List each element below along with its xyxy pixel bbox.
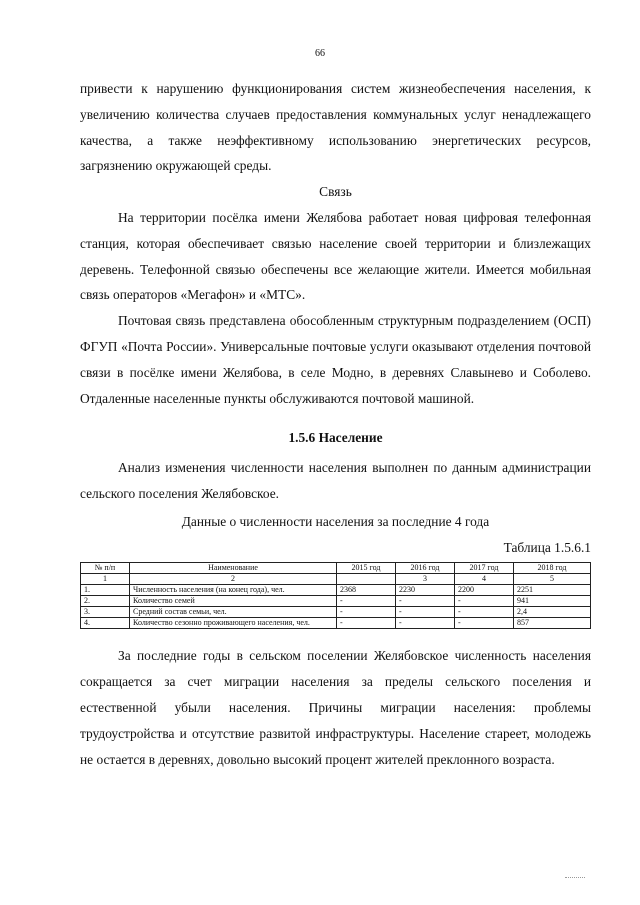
table-cell: 2251 [514, 585, 591, 596]
table-cell: Количество семей [130, 596, 337, 607]
table-cell: - [396, 607, 455, 618]
table-cell: - [337, 618, 396, 629]
table-cell: - [396, 596, 455, 607]
heading-population: 1.5.6 Население [288, 430, 383, 446]
table-cell: Средний состав семьи, чел. [130, 607, 337, 618]
table-header-cell: № п/п [81, 563, 130, 574]
table-header-cell: 2015 год [337, 563, 396, 574]
table-cell: 2230 [396, 585, 455, 596]
table-header-cell: 2016 год [396, 563, 455, 574]
table-cell: 941 [514, 596, 591, 607]
table-row [81, 596, 591, 607]
table-index-row [81, 574, 591, 585]
table-cell: - [455, 596, 514, 607]
table-index-cell: 3 [396, 574, 455, 585]
table-cell: Численность населения (на конец года), чел. [130, 585, 337, 596]
table-index-cell: 2 [130, 574, 337, 585]
table-cell: 2,4 [514, 607, 591, 618]
table-cell: - [396, 618, 455, 629]
table-header-cell: 2017 год [455, 563, 514, 574]
paragraph-telephone: На территории посёлка имени Желябова работает новая цифровая телефонная станция, которая обеспечивает связью население своей территории и близлежащих деревень. Телефонной связью обеспечены все желающие жители. Имеется мобильная связь операторов «Мегафон» и «МТС». [80, 209, 591, 303]
table-cell: - [337, 607, 396, 618]
table-index-cell [337, 574, 396, 585]
table-index-cell: 4 [455, 574, 514, 585]
table-cell: 857 [514, 618, 591, 629]
table-cell: - [455, 618, 514, 629]
population-table [80, 562, 591, 629]
table-row [81, 585, 591, 596]
table-header-cell: 2018 год [514, 563, 591, 574]
table-cell: - [455, 607, 514, 618]
table-index-cell: 5 [514, 574, 591, 585]
paragraph-closing: За последние годы в сельском поселении Желябовское численность населения сокращается за счет миграции населения за пределы сельского поселения и естественной убыли населения. Причины миграции населения: проблемы трудоустройства и отсутствие развитой инфраструктуры. Население стареет, молодежь не остается в деревнях, довольно высокий процент жителей преклонного возраста. [80, 648, 591, 767]
table-index-cell: 1 [81, 574, 130, 585]
table-cell: - [337, 596, 396, 607]
table-cell: 2. [81, 596, 130, 607]
paragraph-post: Почтовая связь представлена обособленным структурным подразделением (ОСП) ФГУП «Почта России». Универсальные почтовые услуги оказывают отделения почтовой связи в посёлке имени Желябова, в селе Модно, в деревнях Славынево и Соболево. Отдаленные населенные пункты обслуживаются почтовой машиной. [80, 313, 591, 406]
table-header-cell: Наименование [130, 563, 337, 574]
section-title-communication: Связь [319, 184, 352, 200]
table-row [81, 618, 591, 629]
table-number: Таблица 1.5.6.1 [503, 539, 591, 555]
table-caption: Данные о численности населения за последние 4 года [181, 513, 490, 529]
paragraph-continuation: привести к нарушению функционирования систем жизнеобеспечения населения, к увеличению количества случаев предоставления коммунальных услуг ненадлежащего качества, а также неэффективному использованию энергетических ресурсов, загрязнению окружающей среды. [80, 81, 591, 174]
table-cell: Количество сезонно проживающего населения, чел. [130, 618, 337, 629]
page-number: 66 [315, 48, 325, 59]
table-header-row [81, 563, 591, 574]
table-cell: 3. [81, 607, 130, 618]
table-cell: 4. [81, 618, 130, 629]
table-cell: 2368 [337, 585, 396, 596]
table-cell: 2200 [455, 585, 514, 596]
document-body [80, 76, 591, 772]
page-corner-mark [565, 877, 585, 878]
paragraph-intro: Анализ изменения численности населения выполнен по данным администрации сельского поселения Желябовское. [80, 460, 591, 501]
table-row [81, 607, 591, 618]
table-cell: 1. [81, 585, 130, 596]
